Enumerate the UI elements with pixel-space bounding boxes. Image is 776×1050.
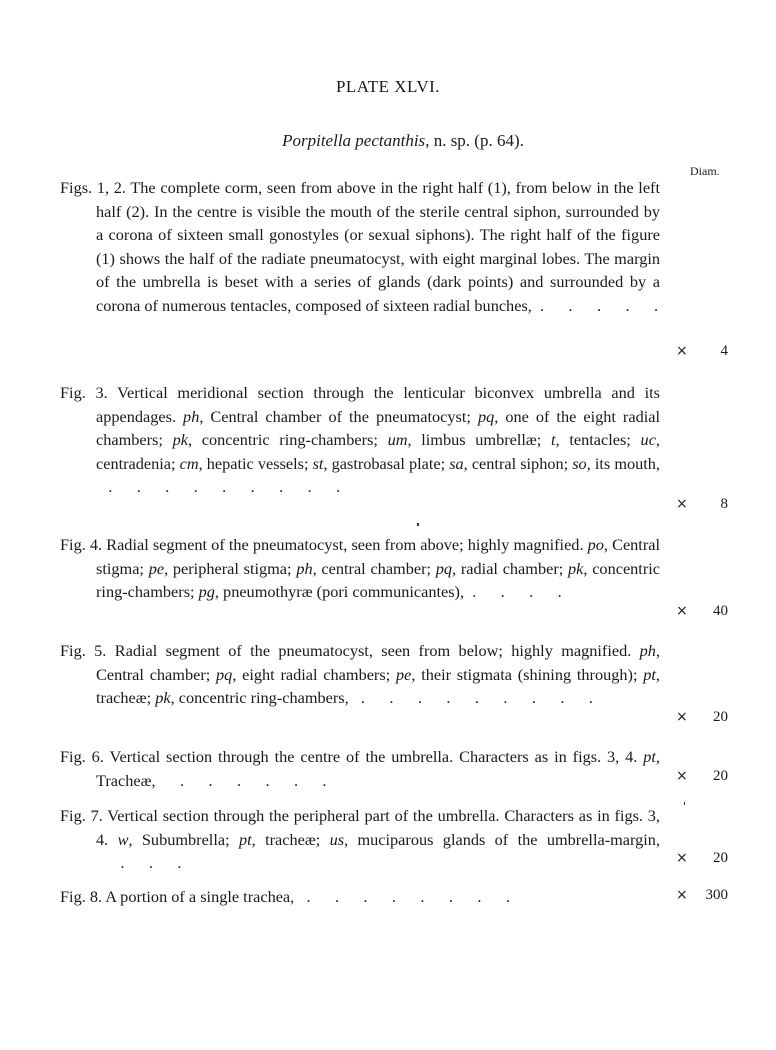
figure-caption-part: Radial segment of the pneumatocyst, seen from above; highly magnified. bbox=[106, 535, 588, 554]
plate-title: PLATE XLVI. bbox=[335, 77, 441, 96]
figure-abbreviation: ph bbox=[296, 558, 313, 578]
figure-abbreviation: pk bbox=[568, 558, 584, 578]
magnification-value: 20 bbox=[713, 709, 728, 725]
figure-caption-part: , one of the eight radial chambers; bbox=[96, 406, 660, 449]
magnification-value: 8 bbox=[720, 496, 728, 512]
figure-label: Fig. 8. bbox=[60, 887, 103, 906]
figure-abbreviation: pg bbox=[198, 582, 215, 601]
figure-label: Fig. 6. bbox=[60, 747, 104, 766]
figure-abbreviation: pq bbox=[477, 406, 495, 426]
figure-caption-part: Vertical section through the centre of the umbrella. Characters as in figs. 3, 4. bbox=[109, 747, 644, 766]
figure-abbreviation: so bbox=[572, 453, 587, 473]
magnification-value: 300 bbox=[705, 887, 728, 903]
figure-abbreviation: st bbox=[312, 453, 324, 473]
species-suffix: , n. sp. (p. 64). bbox=[425, 131, 524, 150]
figure-entry-7 bbox=[60, 804, 660, 875]
figure-abbreviation: pe bbox=[395, 664, 412, 684]
figure-caption-part: , eight radial chambers; bbox=[232, 664, 396, 684]
figure-caption-part: , tracheæ; bbox=[251, 829, 330, 849]
figure-caption-part: Radial segment of the pneumatocyst, seen from below; highly magnified. bbox=[114, 641, 640, 660]
figure-caption-part: , tracheæ; bbox=[96, 664, 660, 707]
figure-caption-part: , gastrobasal plate; bbox=[323, 453, 450, 473]
figure-abbreviation: t bbox=[551, 430, 556, 449]
times-symbol: × bbox=[676, 603, 688, 619]
figure-abbreviation: pq bbox=[216, 664, 233, 684]
magnification-value: 40 bbox=[713, 603, 728, 619]
times-symbol: × bbox=[676, 343, 688, 359]
figure-entry-4 bbox=[60, 533, 660, 604]
figure-entry-6 bbox=[60, 745, 660, 792]
magnification-8 bbox=[676, 887, 728, 904]
print-speck bbox=[417, 523, 419, 526]
dot-leader: . . . . . . . . bbox=[294, 887, 510, 906]
figure-caption-part: , central siphon; bbox=[463, 453, 573, 473]
figure-abbreviation: uc bbox=[640, 430, 656, 449]
figure-abbreviation: pt bbox=[643, 747, 656, 766]
figure-caption-part: , radial chamber; bbox=[452, 558, 569, 578]
times-symbol: × bbox=[676, 768, 688, 784]
magnification-7 bbox=[676, 850, 728, 867]
figure-abbreviation: ph bbox=[183, 406, 200, 426]
times-symbol: × bbox=[676, 887, 688, 903]
species-name: Porpitella pectanthis bbox=[282, 131, 426, 150]
figure-caption-part: , concentric ring-chambers; bbox=[188, 430, 388, 449]
figure-caption-part: , pneumothyræ (pori communicantes), bbox=[214, 582, 465, 601]
figure-abbreviation: us bbox=[329, 829, 345, 849]
figure-label: Fig. 7. bbox=[60, 806, 103, 825]
dot-leader: . . . . . . . . . bbox=[348, 688, 593, 707]
diam-column-heading: Diam. bbox=[690, 164, 720, 178]
figure-abbreviation: pk bbox=[172, 430, 188, 449]
magnification-1-2 bbox=[676, 343, 728, 360]
figure-caption: A portion of a single trachea, bbox=[105, 887, 295, 906]
dot-leader: . . . . . . . . . bbox=[96, 477, 341, 496]
times-symbol: × bbox=[676, 709, 688, 725]
figure-caption-part: , tentacles; bbox=[555, 430, 641, 449]
dot-leader: . . . . . . bbox=[155, 770, 327, 790]
magnification-6 bbox=[676, 768, 728, 785]
figure-abbreviation: pe bbox=[148, 558, 165, 578]
figure-entry-1-2 bbox=[60, 176, 660, 317]
figure-caption-part: , their stigmata (shining through); bbox=[411, 664, 644, 684]
figure-caption-part: , concentric ring-chambers; bbox=[96, 558, 661, 601]
figure-abbreviation: ph bbox=[639, 641, 656, 660]
figure-label: Figs. 1, 2. bbox=[60, 178, 126, 197]
magnification-4 bbox=[676, 603, 728, 620]
figure-caption-part: , hepatic vessels; bbox=[198, 453, 313, 473]
dot-leader: . . . bbox=[96, 853, 182, 872]
figure-abbreviation: um bbox=[387, 430, 408, 449]
figure-entry-8 bbox=[60, 885, 660, 909]
figure-label: Fig. 4. bbox=[60, 535, 103, 554]
magnification-5 bbox=[676, 709, 728, 726]
figure-abbreviation: pt bbox=[238, 829, 252, 849]
figure-caption-part: , central chamber; bbox=[312, 558, 436, 578]
figure-caption-part: , muciparous glands of the umbrella-margin, bbox=[344, 829, 661, 849]
figure-caption-part: , peripheral stigma; bbox=[164, 558, 297, 578]
figure-abbreviation: cm bbox=[179, 453, 199, 473]
figure-caption-part: , Central chamber; bbox=[96, 641, 661, 684]
figure-abbreviation: w bbox=[117, 829, 129, 849]
figure-caption-part: , its mouth, bbox=[586, 453, 660, 473]
figure-abbreviation: sa bbox=[449, 453, 464, 473]
dot-leader: . . . . bbox=[464, 582, 562, 601]
figure-label: Fig. 3. bbox=[60, 383, 108, 402]
figure-abbreviation: pk bbox=[155, 688, 171, 707]
times-symbol: × bbox=[676, 850, 688, 866]
magnification-value: 20 bbox=[713, 850, 728, 866]
figure-caption-part: , limbus umbrellæ; bbox=[407, 430, 552, 449]
dot-leader: . . . . . bbox=[531, 295, 659, 315]
figure-caption-part: , centradenia; bbox=[96, 430, 660, 473]
figure-caption-part: , Subumbrella; bbox=[128, 829, 239, 849]
figure-abbreviation: po bbox=[587, 535, 604, 554]
figure-caption-part: , concentric ring-chambers, bbox=[170, 688, 349, 707]
species-heading bbox=[0, 131, 776, 151]
figure-caption-part: Vertical section through the peripheral part of the umbrella. Characters as in figs. 3, 4. bbox=[96, 806, 660, 849]
figure-caption-part: , Tracheæ, bbox=[96, 747, 660, 790]
figure-entry-5 bbox=[60, 639, 660, 710]
figure-caption: The complete corm, seen from above in the right half (1), from below in the left half (2). In the centre is visible the mouth of the sterile central siphon, surrounded by a corona of sixteen small gonostyles (or sexual siphons). The right half of the figure (1) shows the half of the radiate pneumatocyst, with eight marginal lobes. The margin of the umbrella is beset with a series of glands (dark points) and surrounded by a corona of numerous tentacles, composed of sixteen radial bunches, bbox=[96, 178, 660, 315]
print-speck bbox=[684, 802, 685, 805]
figure-abbreviation: pt bbox=[643, 664, 656, 684]
figure-entry-3 bbox=[60, 381, 660, 499]
figure-caption-part: , Central chamber of the pneumatocyst; bbox=[199, 406, 478, 426]
times-symbol: × bbox=[676, 496, 688, 512]
figure-caption-part: Vertical meridional section through the lenticular biconvex umbrella and its appendages. bbox=[96, 383, 660, 426]
magnification-value: 4 bbox=[720, 343, 728, 359]
magnification-3 bbox=[676, 496, 728, 513]
figure-label: Fig. 5. bbox=[60, 641, 107, 660]
figure-abbreviation: pq bbox=[435, 558, 453, 578]
magnification-value: 20 bbox=[713, 768, 728, 784]
figure-caption-part: , Central stigma; bbox=[96, 535, 661, 578]
